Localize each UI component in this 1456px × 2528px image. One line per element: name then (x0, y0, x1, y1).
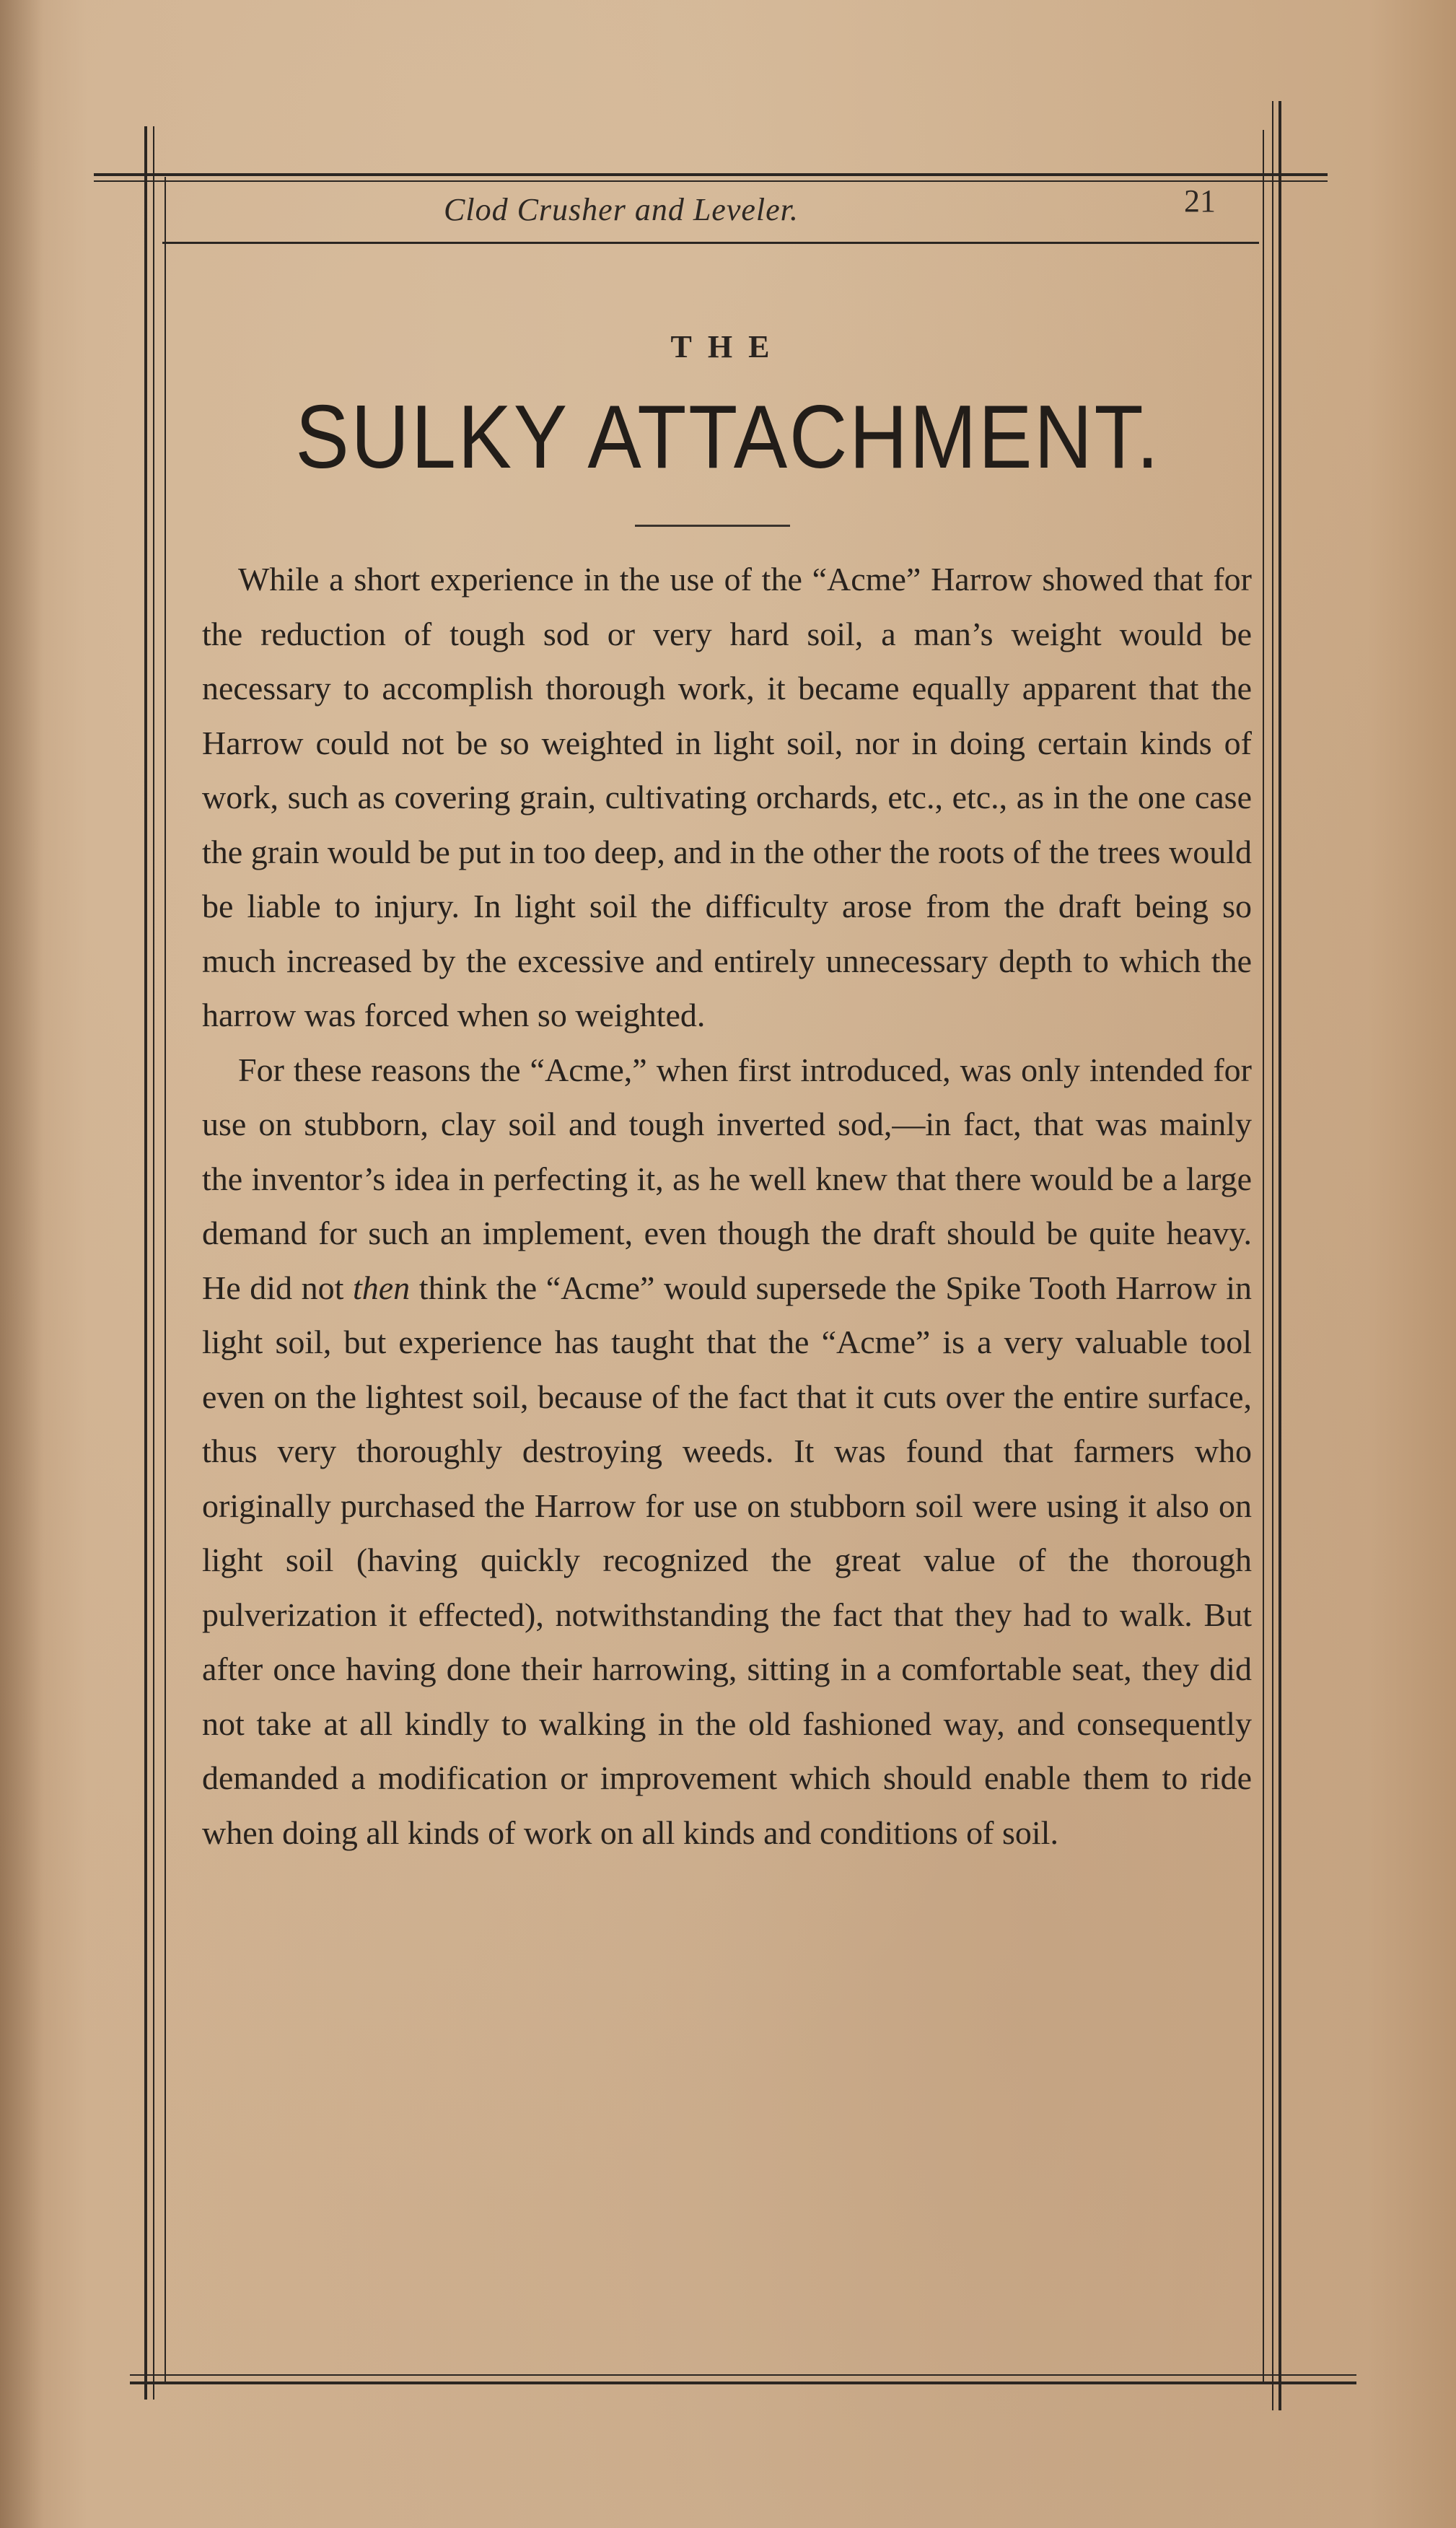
left-inner-rule (165, 177, 166, 2382)
paragraph-2-text-b: think the “Acme” would supersede the Spike Tooth Harrow in light soil, but experience has taught that the “Acme” is a very valuable tool even on the lightest soil, because of the fact that it cuts over the entire surface, thus very thoroughly destroying weeds. It was found that farmers who originally purchased the Harrow for use on stubborn soil were using it also on light soil (having quickly recognized the great value of the thorough pulverization it effected), notwithstanding the fact that they had to walk. But after once having done their harrowing, sitting in a comfortable seat, they did not take at all kindly to walking in the old fashioned way, and consequently demanded a modification or improvement which should enable them to ride when doing all kinds of work on all kinds and conditions of soil. (202, 1269, 1252, 1851)
paragraph-2-emphasis: then (352, 1269, 411, 1306)
paragraph-2 (202, 1043, 1252, 1860)
page-header (170, 177, 1259, 242)
paragraph-1: While a short experience in the use of the “Acme” Harrow showed that for the reduction of tough sod or very hard soil, a man’s weight would be necessary to accomplish thorough work, it became equally apparent that the Harrow could not be so weighted in light soil, nor in doing certain kinds of work, such as covering grain, cultivating orchards, etc., etc., as in the one case the grain would be put in too deep, and in the other the roots of the trees would be liable to injury. In light soil the difficulty arose from the draft being so much increased by the excessive and entirely unnecessary depth to which the harrow was forced when so weighted. (202, 561, 1252, 1033)
page-title: SULKY ATTACHMENT. (295, 388, 1161, 487)
header-underline (162, 242, 1259, 244)
article-body (202, 552, 1252, 1860)
title-divider (635, 525, 790, 527)
title-prefix: THE (670, 329, 786, 364)
bottom-border-rule (130, 2374, 1356, 2376)
paragraph-2-text-a: For these reasons the “Acme,” when first introduced, was only intended for use on stubborn, clay soil and tough inverted sod,—in fact, that was mainly the inventor’s idea in perfecting it, as he well knew that there would be a large demand for such an implement, even though the draft should be quite heavy. He did not (202, 1051, 1252, 1306)
running-title: Clod Crusher and Leveler. (444, 192, 799, 227)
page-number: 21 (1184, 183, 1216, 219)
bottom-border-rule-inner (130, 2382, 1356, 2384)
top-border-rule (94, 173, 1328, 176)
